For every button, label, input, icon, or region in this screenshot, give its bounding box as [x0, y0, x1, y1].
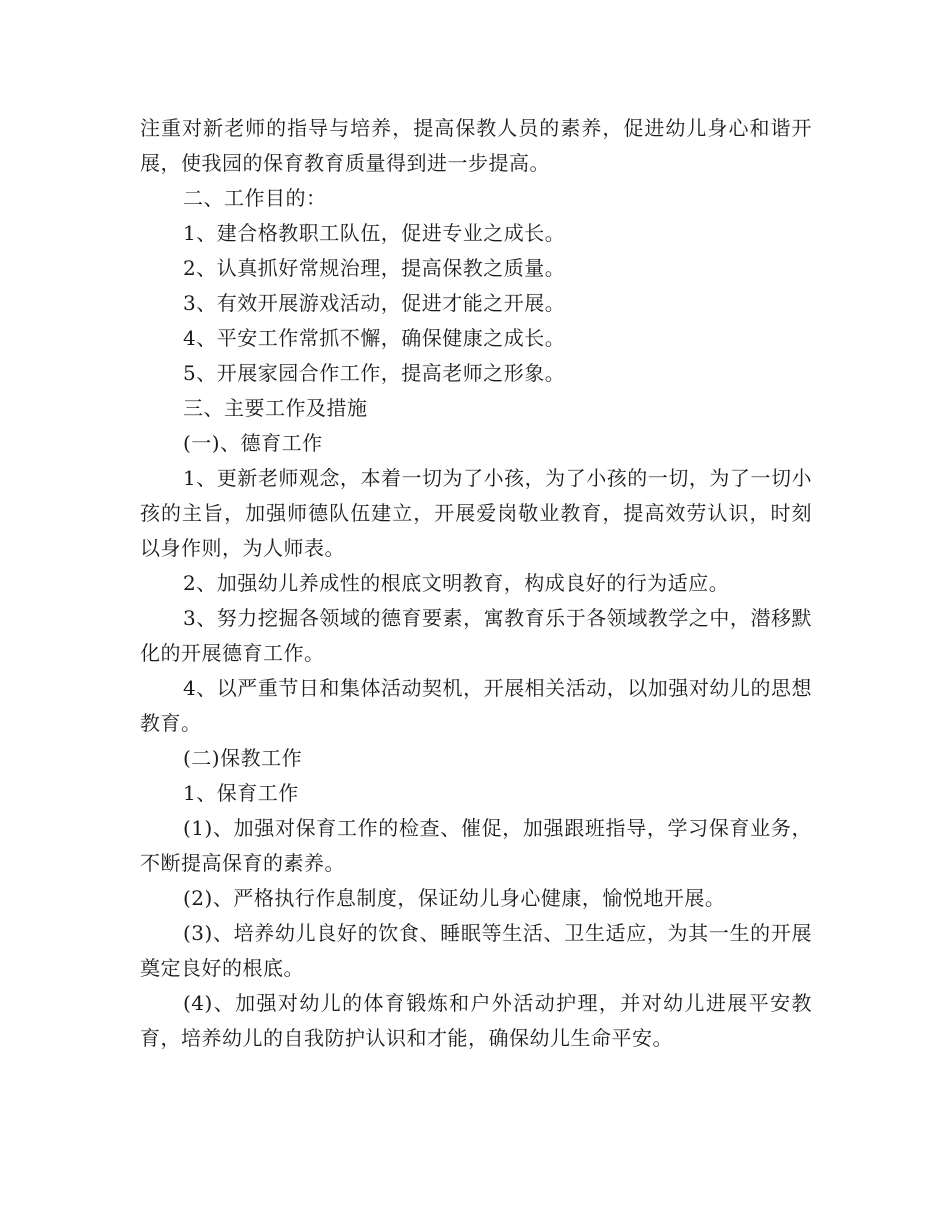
care-item-3: (3)、培养幼儿良好的饮食、睡眠等生活、卫生适应，为其一生的开展奠定良好的根底。	[140, 921, 812, 980]
section-heading-main-work: 三、主要工作及措施	[183, 396, 368, 420]
goal-item-5: 5、开展家园合作工作，提高老师之形象。	[183, 361, 566, 385]
goal-item-2: 2、认真抓好常规治理，提高保教之质量。	[183, 256, 566, 280]
section-heading-work-goals: 二、工作目的：	[183, 186, 327, 210]
moral-item-1: 1、更新老师观念，本着一切为了小孩，为了小孩的一切，为了一切小孩的主旨，加强师德队伍建立，开展爱岗敬业教育，提高效劳认识，时刻以身作则，为人师表。	[140, 466, 812, 560]
moral-item-2: 2、加强幼儿养成性的根底文明教育，构成良好的行为适应。	[183, 571, 730, 595]
document-body	[140, 111, 812, 1056]
goal-item-3: 3、有效开展游戏活动，促进才能之开展。	[183, 291, 566, 315]
care-item-2: (2)、严格执行作息制度，保证幼儿身心健康，愉悦地开展。	[183, 886, 726, 910]
care-item-4: (4)、加强对幼儿的体育锻炼和户外活动护理，并对幼儿进展平安教育，培养幼儿的自我防护认识和才能，确保幼儿生命平安。	[140, 991, 812, 1050]
goal-item-4: 4、平安工作常抓不懈，确保健康之成长。	[183, 326, 566, 350]
paragraph-intro-continuation: 注重对新老师的指导与培养，提高保教人员的素养，促进幼儿身心和谐开展，使我园的保育教育质量得到进一步提高。	[140, 116, 812, 175]
care-subheading-1: 1、保育工作	[183, 781, 299, 805]
moral-item-3: 3、努力挖掘各领域的德育要素，寓教育乐于各领域教学之中，潜移默化的开展德育工作。	[140, 606, 812, 665]
subsection-heading-care-education: (二)保教工作	[183, 746, 303, 770]
subsection-heading-moral-education: (一)、德育工作	[183, 431, 323, 455]
goal-item-1: 1、建合格教职工队伍，促进专业之成长。	[183, 221, 566, 245]
moral-item-4: 4、以严重节日和集体活动契机，开展相关活动，以加强对幼儿的思想教育。	[140, 676, 812, 735]
care-item-1: (1)、加强对保育工作的检查、催促，加强跟班指导，学习保育业务，不断提高保育的素养。	[140, 816, 812, 875]
